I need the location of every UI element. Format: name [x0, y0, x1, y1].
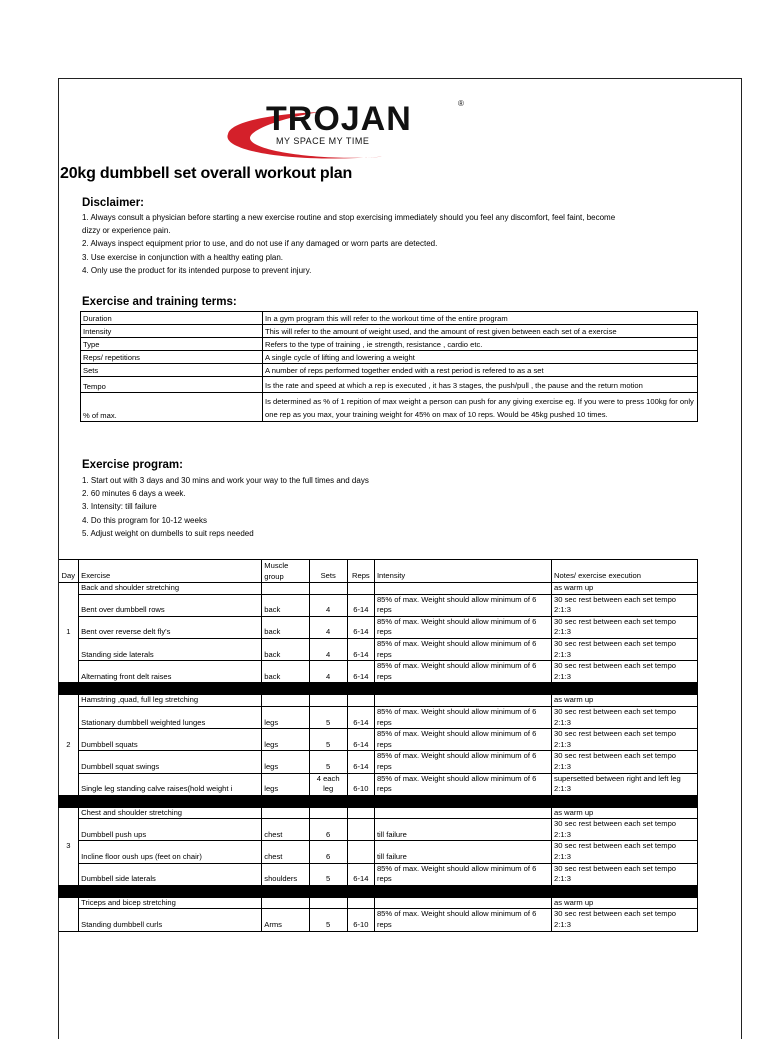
sets-cell — [309, 807, 347, 819]
intensity-cell — [374, 583, 551, 595]
warmup-exercise: Hamstring ,quad, full leg stretching — [79, 695, 262, 707]
notes-cell: 30 sec rest between each set tempo 2:1:3 — [552, 751, 698, 773]
terms-table — [80, 311, 698, 422]
disclaimer-list — [82, 211, 722, 277]
day-number: 2 — [59, 695, 79, 795]
intensity-cell — [374, 897, 551, 909]
header-exercise: Exercise — [79, 560, 262, 583]
warmup-exercise: Triceps and bicep stretching — [79, 897, 262, 909]
sets-cell: 5 — [309, 729, 347, 751]
intensity-cell — [374, 695, 551, 707]
muscle-cell: shoulders — [262, 863, 309, 885]
program-list — [82, 474, 722, 540]
trojan-logo — [210, 82, 490, 162]
table-header-row — [59, 560, 698, 583]
definition-cell: Is determined as % of 1 repition of max weight a person can push for any giving exercise eg. If you were to press 100kg for only one rep as you max, your training weight for 45% on max of 10 reps. Would be 45kg pushed 10 times. — [263, 393, 698, 422]
list-item: 4. Only use the product for its intended purpose to prevent injury. — [82, 265, 312, 275]
term-cell: Reps/ repetitions — [81, 351, 263, 364]
header-notes: Notes/ exercise execution — [552, 560, 698, 583]
intensity-cell: 85% of max. Weight should allow minimum of 6 reps — [374, 706, 551, 728]
warmup-note: as warm up — [552, 695, 698, 707]
reps-cell: 6-10 — [347, 909, 374, 931]
reps-cell — [347, 819, 374, 841]
sets-cell: 4 — [309, 661, 347, 683]
muscle-cell: chest — [262, 841, 309, 863]
day-separator — [59, 885, 698, 897]
exercise-row — [59, 819, 698, 841]
exercise-cell: Alternating front delt raises — [79, 661, 262, 683]
reps-cell: 6-14 — [347, 616, 374, 638]
reps-cell: 6-14 — [347, 863, 374, 885]
sets-cell: 4 — [309, 616, 347, 638]
intensity-cell: till failure — [374, 819, 551, 841]
muscle-cell: legs — [262, 751, 309, 773]
notes-cell: 30 sec rest between each set tempo 2:1:3 — [552, 863, 698, 885]
muscle-cell: Arms — [262, 909, 309, 931]
workout-table — [58, 559, 698, 932]
sets-cell: 5 — [309, 863, 347, 885]
exercise-cell: Dumbbell side laterals — [79, 863, 262, 885]
list-item: 3. Use exercise in conjunction with a healthy eating plan. — [82, 252, 284, 262]
sets-cell: 4 — [309, 638, 347, 660]
muscle-cell — [262, 695, 309, 707]
definition-cell: In a gym program this will refer to the workout time of the entire program — [263, 312, 698, 325]
warmup-note: as warm up — [552, 583, 698, 595]
notes-cell: 30 sec rest between each set tempo 2:1:3 — [552, 638, 698, 660]
sets-cell: 6 — [309, 819, 347, 841]
reps-cell — [347, 841, 374, 863]
day-number: 1 — [59, 583, 79, 683]
reps-cell: 6-10 — [347, 773, 374, 795]
table-row — [81, 351, 698, 364]
sets-cell: 5 — [309, 909, 347, 931]
day-separator — [59, 795, 698, 807]
warmup-row — [59, 583, 698, 595]
muscle-cell: back — [262, 616, 309, 638]
page-title: 20kg dumbbell set overall workout plan — [60, 165, 353, 182]
table-row — [81, 393, 698, 422]
table-row — [81, 377, 698, 393]
intensity-cell: 85% of max. Weight should allow minimum of 6 reps — [374, 661, 551, 683]
notes-cell: 30 sec rest between each set tempo 2:1:3 — [552, 706, 698, 728]
muscle-cell: back — [262, 661, 309, 683]
exercise-row — [59, 616, 698, 638]
exercise-row — [59, 706, 698, 728]
reps-cell — [347, 695, 374, 707]
muscle-cell: back — [262, 594, 309, 616]
exercise-cell: Stationary dumbbell weighted lunges — [79, 706, 262, 728]
muscle-cell: back — [262, 638, 309, 660]
logo-tagline: MY SPACE MY TIME — [276, 136, 370, 146]
logo-brand: TROJAN — [266, 100, 412, 138]
table-row — [81, 364, 698, 377]
term-cell: Type — [81, 338, 263, 351]
header-sets: Sets — [309, 560, 347, 583]
reps-cell: 6-14 — [347, 638, 374, 660]
exercise-row — [59, 909, 698, 931]
intensity-cell: 85% of max. Weight should allow minimum of 6 reps — [374, 751, 551, 773]
exercise-row — [59, 661, 698, 683]
reps-cell — [347, 807, 374, 819]
exercise-cell: Bent over dumbbell rows — [79, 594, 262, 616]
table-row — [81, 325, 698, 338]
reps-cell — [347, 897, 374, 909]
muscle-cell: legs — [262, 729, 309, 751]
term-cell: % of max. — [81, 393, 263, 422]
separator-bar — [59, 795, 698, 807]
notes-cell: 30 sec rest between each set tempo 2:1:3 — [552, 841, 698, 863]
muscle-cell: legs — [262, 773, 309, 795]
list-item: dizzy or experience pain. — [82, 226, 171, 236]
muscle-cell — [262, 807, 309, 819]
notes-cell: 30 sec rest between each set tempo 2:1:3 — [552, 819, 698, 841]
definition-cell: Refers to the type of training , ie strength, resistance , cardio etc. — [263, 338, 698, 351]
exercise-row — [59, 841, 698, 863]
notes-cell: 30 sec rest between each set tempo 2:1:3 — [552, 594, 698, 616]
muscle-cell: chest — [262, 819, 309, 841]
intensity-cell: 85% of max. Weight should allow minimum of 6 reps — [374, 616, 551, 638]
notes-cell: 30 sec rest between each set tempo 2:1:3 — [552, 729, 698, 751]
reps-cell: 6-14 — [347, 661, 374, 683]
disclaimer-heading: Disclaimer: — [82, 197, 145, 209]
definition-cell: This will refer to the amount of weight used, and the amount of rest given between each set of a exercise — [263, 325, 698, 338]
intensity-cell — [374, 807, 551, 819]
reps-cell: 6-14 — [347, 729, 374, 751]
intensity-cell: 85% of max. Weight should allow minimum of 6 reps — [374, 863, 551, 885]
day-number — [59, 897, 79, 931]
muscle-cell — [262, 583, 309, 595]
exercise-cell: Dumbbell squat swings — [79, 751, 262, 773]
terms-heading: Exercise and training terms: — [82, 296, 237, 308]
muscle-cell: legs — [262, 706, 309, 728]
sets-cell: 4 — [309, 594, 347, 616]
intensity-cell: 85% of max. Weight should allow minimum of 6 reps — [374, 909, 551, 931]
intensity-cell: 85% of max. Weight should allow minimum of 6 reps — [374, 729, 551, 751]
list-item: 1. Always consult a physician before starting a new exercise routine and stop exercising immediately should you feel any discomfort, feel faint, become — [82, 213, 616, 222]
muscle-cell — [262, 897, 309, 909]
exercise-row — [59, 594, 698, 616]
warmup-row — [59, 807, 698, 819]
separator-bar — [59, 683, 698, 695]
list-item: 1. Start out with 3 days and 30 mins and work your way to the full times and days — [82, 476, 369, 485]
reps-cell: 6-14 — [347, 706, 374, 728]
term-cell: Duration — [81, 312, 263, 325]
list-item: 3. Intensity: till failure — [82, 502, 157, 512]
list-item: 2. Always inspect equipment prior to use, and do not use if any damaged or worn parts are detected. — [82, 239, 438, 249]
sets-cell: 5 — [309, 706, 347, 728]
term-cell: Intensity — [81, 325, 263, 338]
day-number: 3 — [59, 807, 79, 885]
exercise-cell: Bent over reverse delt fly's — [79, 616, 262, 638]
warmup-exercise: Back and shoulder stretching — [79, 583, 262, 595]
warmup-note: as warm up — [552, 897, 698, 909]
logo-reg: ® — [458, 99, 464, 108]
sets-cell — [309, 583, 347, 595]
warmup-row — [59, 695, 698, 707]
intensity-cell: 85% of max. Weight should allow minimum of 6 reps — [374, 594, 551, 616]
sets-cell — [309, 897, 347, 909]
notes-cell: 30 sec rest between each set tempo 2:1:3 — [552, 909, 698, 931]
separator-bar — [59, 885, 698, 897]
list-item: 4. Do this program for 10-12 weeks — [82, 515, 207, 525]
intensity-cell: till failure — [374, 841, 551, 863]
sets-cell — [309, 695, 347, 707]
sets-cell: 4 each leg — [309, 773, 347, 795]
exercise-cell: Single leg standing calve raises(hold weight i — [79, 773, 262, 795]
reps-cell: 6-14 — [347, 594, 374, 616]
list-item: 5. Adjust weight on dumbells to suit reps needed — [82, 528, 254, 538]
sets-cell: 5 — [309, 751, 347, 773]
header-muscle: Muscle group — [262, 560, 309, 583]
exercise-cell: Standing dumbbell curls — [79, 909, 262, 931]
program-heading: Exercise program: — [82, 459, 183, 471]
exercise-cell: Dumbbell squats — [79, 729, 262, 751]
exercise-cell: Incline floor oush ups (feet on chair) — [79, 841, 262, 863]
day-separator — [59, 683, 698, 695]
definition-cell: A single cycle of lifting and lowering a weight — [263, 351, 698, 364]
exercise-cell: Standing side laterals — [79, 638, 262, 660]
exercise-row — [59, 638, 698, 660]
notes-cell: supersetted between right and left leg 2:1:3 — [552, 773, 698, 795]
table-row — [81, 338, 698, 351]
definition-cell: A number of reps performed together ended with a rest period is refered to as a set — [263, 364, 698, 377]
exercise-row — [59, 751, 698, 773]
header-reps: Reps — [347, 560, 374, 583]
sets-cell: 6 — [309, 841, 347, 863]
term-cell: Tempo — [81, 377, 263, 393]
term-cell: Sets — [81, 364, 263, 377]
warmup-exercise: Chest and shoulder stretching — [79, 807, 262, 819]
header-intensity: Intensity — [374, 560, 551, 583]
notes-cell: 30 sec rest between each set tempo 2:1:3 — [552, 616, 698, 638]
intensity-cell: 85% of max. Weight should allow minimum of 6 reps — [374, 638, 551, 660]
warmup-note: as warm up — [552, 807, 698, 819]
warmup-row — [59, 897, 698, 909]
table-row — [81, 312, 698, 325]
exercise-row — [59, 863, 698, 885]
reps-cell — [347, 583, 374, 595]
header-day: Day — [59, 560, 79, 583]
definition-cell: Is the rate and speed at which a rep is executed , it has 3 stages, the push/pull , the pause and the return motion — [263, 377, 698, 393]
list-item: 2. 60 minutes 6 days a week. — [82, 489, 186, 499]
exercise-row — [59, 729, 698, 751]
exercise-row — [59, 773, 698, 795]
reps-cell: 6-14 — [347, 751, 374, 773]
intensity-cell: 85% of max. Weight should allow minimum of 6 reps — [374, 773, 551, 795]
notes-cell: 30 sec rest between each set tempo 2:1:3 — [552, 661, 698, 683]
exercise-cell: Dumbbell push ups — [79, 819, 262, 841]
